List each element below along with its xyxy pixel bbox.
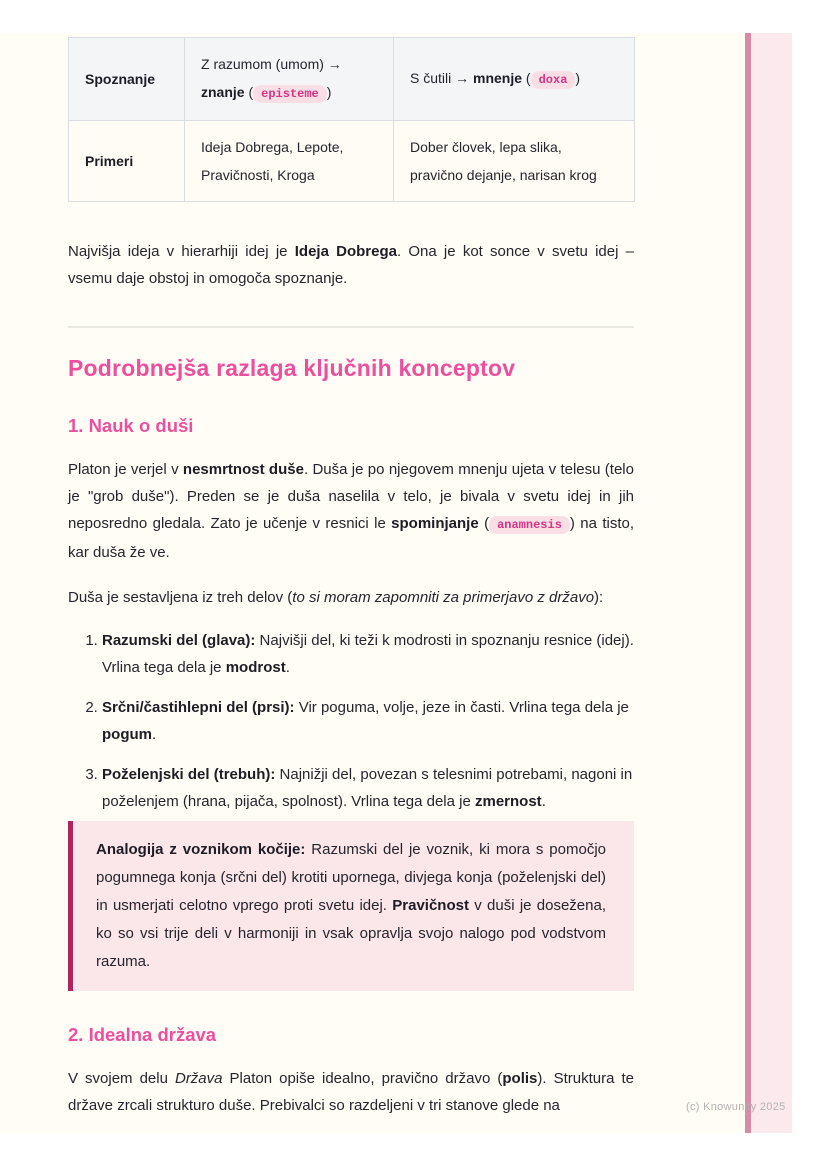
- page-edge-decoration: [751, 33, 792, 1133]
- section-heading: Podrobnejša razlaga ključnih konceptov: [68, 355, 516, 381]
- table-cell-znanje: Z razumom (umom) → znanje ( episteme ): [185, 38, 394, 121]
- document-page: [0, 33, 792, 1133]
- table-cell-primeri-ideje: Ideja Dobrega, Lepote, Pravičnosti, Kroga: [185, 121, 394, 202]
- code-badge: doxa: [531, 71, 576, 89]
- subsection-heading-idealna-drzava: 2. Idealna država: [68, 1024, 217, 1045]
- list-item-srcni: 2. Srčni/častihlepni del (prsi): Vir poguma, volje, jeze in časti. Vrlina tega dela je pogum.: [102, 694, 634, 748]
- code-badge: anamnesis: [489, 516, 570, 534]
- table-cell-spoznanje: Spoznanje: [69, 38, 185, 121]
- paragraph-trije-deli: Duša je sestavljena iz treh delov (to si moram zapomniti za primerjavo z državo):: [68, 589, 604, 606]
- page-content: [68, 33, 634, 1119]
- list-item-razumski: 1. Razumski del (glava): Najvišji del, ki teži k modrosti in spoznanju resnice (idej). Vrlina tega dela je modrost.: [102, 627, 634, 681]
- paragraph-polis: V svojem delu Država Platon opiše idealno, pravično državo (polis). Struktura te države zrcali strukturo duše. Prebivalci so razdeljeni v tri stanove glede na: [68, 1070, 634, 1114]
- paragraph-nesmrtnost: Platon je verjel v nesmrtnost duše. Duša je po njegovem mnenju ujeta v telesu (telo je "grob duše"). Preden se je duša naselila v telo, je bivala v svetu idej in jih neposredno gledala. Zato je učenje v resnici le spominjanje ( anamnesis ) na tisto, kar duša že ve.: [68, 461, 634, 561]
- table-cell-mnenje: S čutili → mnenje ( doxa ): [394, 38, 635, 121]
- table-row: [69, 121, 635, 202]
- copyright-watermark: (c) Knowunity 2025: [686, 1101, 786, 1113]
- callout-analogy-box: [68, 821, 634, 991]
- list-item-pozelenjski: 3. Poželenjski del (trebuh): Najnižji del, povezan s telesnimi potrebami, nagoni in poželenjem (hrana, pijača, spolnost). Vrlina tega dela je zmernost.: [102, 761, 634, 815]
- table-cell-primeri-cutila: Dober človek, lepa slika, pravično dejanje, narisan krog: [394, 121, 635, 202]
- table-cell-primeri: Primeri: [69, 121, 185, 202]
- paragraph-ideja-dobrega: Najvišja ideja v hierarhiji idej je Ideja Dobrega. Ona je kot sonce v svetu idej – vsemu daje obstoj in omogoča spoznanje.: [68, 243, 634, 287]
- soul-parts-list: [68, 627, 634, 815]
- subsection-heading-nauk-o-dusi: 1. Nauk o duši: [68, 415, 194, 436]
- callout-text: Analogija z voznikom kočije: Razumski del je voznik, ki mora s pomočjo pogumnega konja (srčni del) krotiti upornega, divjega konja (poželenjski del) in usmerjati celotno vprego proti svetu idej. Pravičnost v duši je dosežena, ko so vsi trije deli v harmoniji in vsak opravlja svojo nalogo pod vodstvom razuma.: [96, 841, 607, 970]
- page-edge-line: [745, 33, 751, 1133]
- comparison-table: [68, 37, 635, 202]
- table-row: [69, 38, 635, 121]
- section-divider: [68, 326, 634, 328]
- code-badge: episteme: [253, 85, 327, 103]
